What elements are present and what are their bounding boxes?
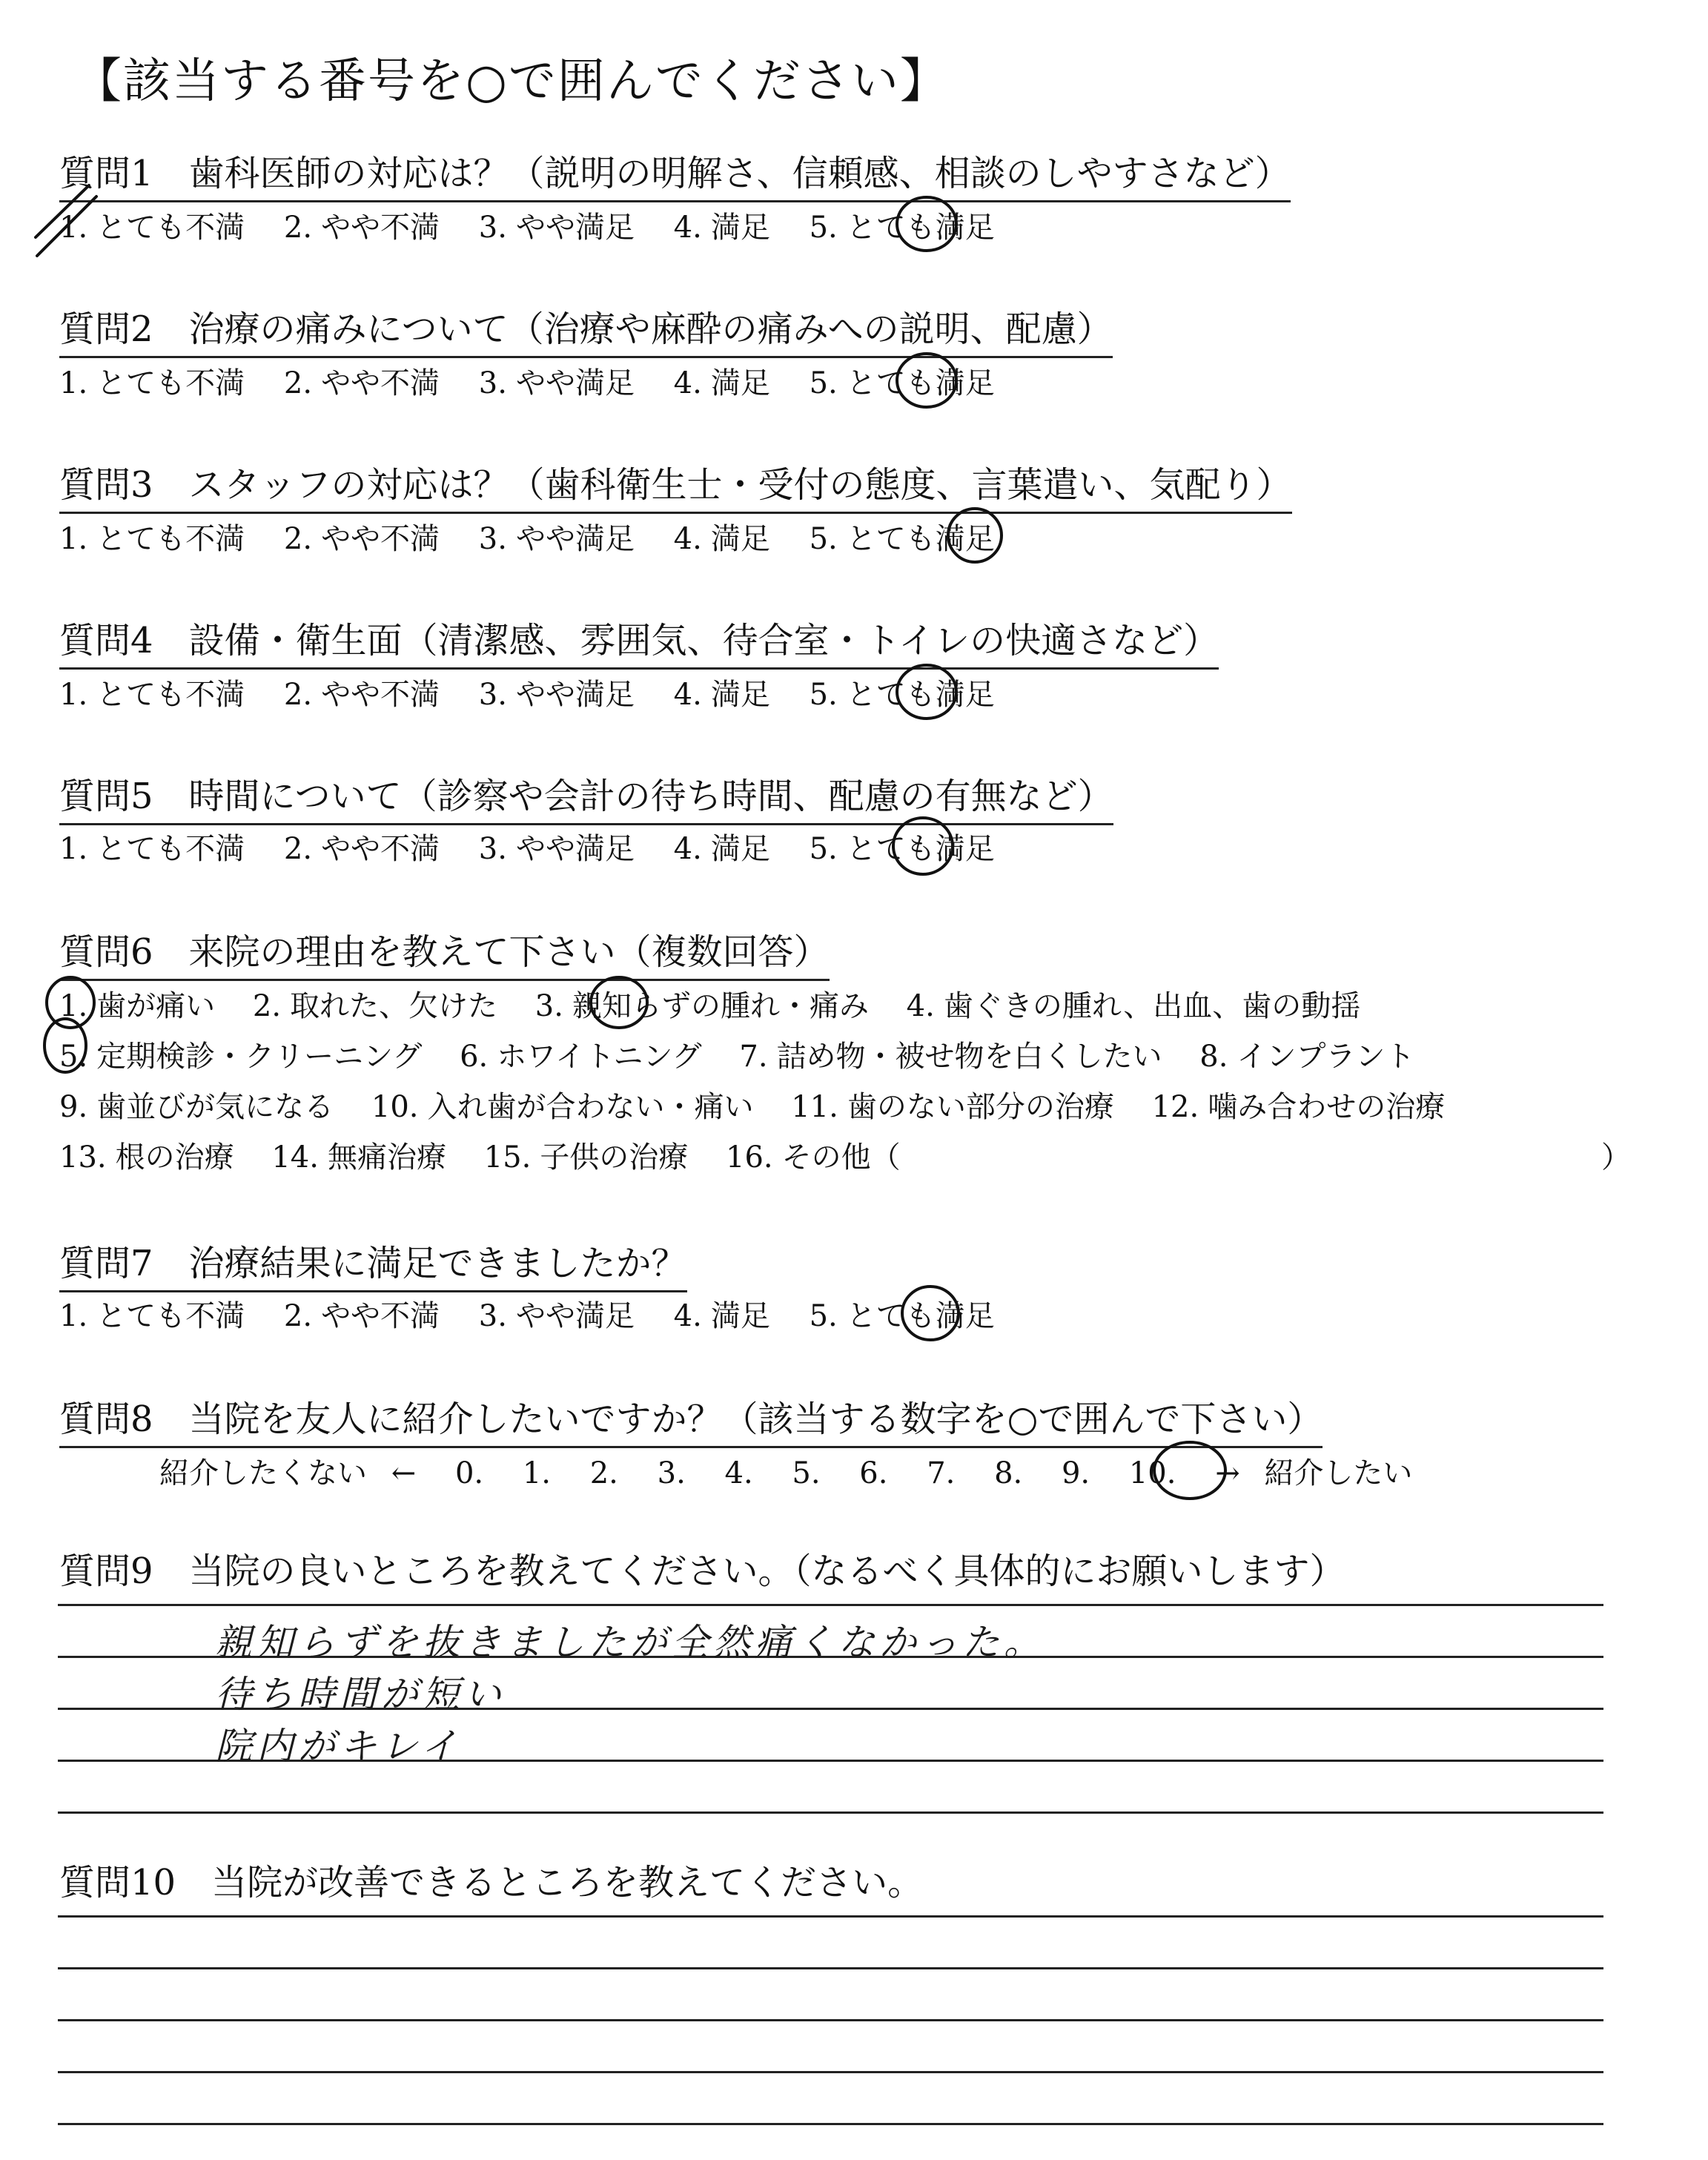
question-10: 質問10 当院が改善できるところを教えてください。 [59,1862,924,1903]
q7-option-1[interactable]: 1. とても不満 [59,1299,245,1333]
q9-answer-3[interactable]: 院内がキレイ [215,1725,462,1768]
q5-option-1[interactable]: 1. とても不満 [59,832,245,866]
q4-option-2[interactable]: 2. やや不満 [283,678,440,712]
question-7: 質問7 治療結果に満足できましたか？ [59,1235,687,1292]
q6-option-12[interactable]: 12. 噛み合わせの治療 [1151,1090,1446,1124]
q5-option-3[interactable]: 3. やや満足 [478,832,635,866]
q6-option-13[interactable]: 13. 根の治療 [59,1140,234,1175]
q8-score-10[interactable]: 10. [1128,1456,1176,1490]
q8-score-3[interactable]: 3. [657,1456,686,1490]
q2-option-3[interactable]: 3. やや満足 [478,366,635,400]
q8-right-label: 紹介したい [1264,1456,1413,1490]
q7-option-5[interactable]: 5. とても満足 [809,1299,995,1333]
question-3: 質問3 スタッフの対応は？（歯科衛生士・受付の態度、言葉遣い、気配り） [59,456,1292,514]
q3-option-5[interactable]: 5. とても満足 [809,522,995,556]
q5-option-2[interactable]: 2. やや不満 [283,832,440,866]
q6-option-5[interactable]: 5. 定期検診・クリーニング [59,1040,423,1074]
q3-mark-5 [948,509,1002,562]
q6-option-2[interactable]: 2. 取れた、欠けた [252,989,498,1023]
q4-option-4[interactable]: 4. 満足 [673,678,770,712]
q8-score-2[interactable]: 2. [589,1456,618,1490]
q1-option-1[interactable]: 1. とても不満 [59,211,245,245]
q8-score-6[interactable]: 6. [859,1456,888,1490]
q8-score-9[interactable]: 9. [1061,1456,1090,1490]
left-arrow-icon: ← [391,1456,417,1490]
q6-option-6[interactable]: 6. ホワイトニング [460,1040,702,1074]
q2-option-2[interactable]: 2. やや不満 [283,366,440,400]
q1-mark-5 [897,197,956,251]
question-6: 質問6 来院の理由を教えて下さい（複数回答） [59,923,830,981]
q4-option-5[interactable]: 5. とても満足 [809,678,995,712]
q6-option-7[interactable]: 7. 詰め物・被せ物を白くしたい [739,1040,1162,1074]
q4-option-1[interactable]: 1. とても不満 [59,678,245,712]
q2-option-4[interactable]: 4. 満足 [673,366,770,400]
q6-option-4[interactable]: 4. 歯ぐきの腫れ、出血、歯の動揺 [906,989,1361,1023]
q3-option-3[interactable]: 3. やや満足 [478,522,635,556]
q4-option-3[interactable]: 3. やや満足 [478,678,635,712]
q2-option-1[interactable]: 1. とても不満 [59,366,245,400]
question-2: 質問2 治療の痛みについて（治療や麻酔の痛みへの説明、配慮） [59,300,1113,358]
q5-option-4[interactable]: 4. 満足 [673,832,770,866]
q6-option-10[interactable]: 10. 入れ歯が合わない・痛い [371,1090,754,1124]
q1-option-2[interactable]: 2. やや不満 [283,211,440,245]
q8-score-0[interactable]: 0. [454,1456,484,1490]
q5-mark-5 [893,818,953,874]
q8-mark-10 [1154,1442,1225,1499]
q8-left-label: 紹介したくない [159,1456,367,1490]
q6-option-11[interactable]: 11. 歯のない部分の治療 [791,1090,1114,1124]
q1-option-3[interactable]: 3. やや満足 [478,211,635,245]
q5-option-5[interactable]: 5. とても満足 [809,832,995,866]
q4-mark-5 [897,665,956,719]
q8-score-5[interactable]: 5. [792,1456,821,1490]
q7-mark-5 [902,1287,959,1340]
q6-other-close-paren: ） [1601,1140,1631,1175]
q3-option-4[interactable]: 4. 満足 [673,522,770,556]
q6-mark-3 [591,977,647,1028]
q6-option-15[interactable]: 15. 子供の治療 [483,1140,689,1175]
q9-answer-2[interactable]: 待ち時間が短い [215,1673,506,1716]
q8-score-1[interactable]: 1. [522,1456,552,1490]
q6-option-3[interactable]: 3. 親知らずの腫れ・痛み [534,989,869,1023]
q3-option-1[interactable]: 1. とても不満 [59,522,245,556]
question-1: 質問1 歯科医師の対応は？（説明の明解さ、信頼感、相談のしやすさなど） [59,145,1291,202]
q1-mark-cross [36,185,96,256]
q6-option-1[interactable]: 1. 歯が痛い [59,989,216,1023]
q8-score-8[interactable]: 8. [994,1456,1023,1490]
q8-score-4[interactable]: 4. [724,1456,753,1490]
question-4: 質問4 設備・衛生面（清潔感、雰囲気、待合室・トイレの快適さなど） [59,612,1219,670]
q7-option-3[interactable]: 3. やや満足 [478,1299,635,1333]
q6-option-8[interactable]: 8. インプラント [1199,1040,1415,1074]
q7-option-4[interactable]: 4. 満足 [673,1299,770,1333]
page-title: 【該当する番号を○で囲んでください】 [74,54,949,109]
q6-option-16[interactable]: 16. その他（ [726,1140,901,1175]
q8-score-7[interactable]: 7. [927,1456,956,1490]
q9-answer-1[interactable]: 親知らずを抜きましたが全然痛くなかった。 [215,1621,1045,1664]
q2-mark-5 [897,354,956,407]
question-9: 質問9 当院の良いところを教えてください。（なるべく具体的にお願いします） [59,1550,1345,1592]
q1-option-4[interactable]: 4. 満足 [673,211,770,245]
right-arrow-icon: → [1215,1456,1240,1490]
q6-option-9[interactable]: 9. 歯並びが気になる [59,1090,334,1124]
q2-option-5[interactable]: 5. とても満足 [809,366,995,400]
q3-option-2[interactable]: 2. やや不満 [283,522,440,556]
q1-option-5[interactable]: 5. とても満足 [809,211,995,245]
q6-option-14[interactable]: 14. 無痛治療 [271,1140,446,1175]
q7-option-2[interactable]: 2. やや不満 [283,1299,440,1333]
question-5: 質問5 時間について（診察や会計の待ち時間、配慮の有無など） [59,767,1113,825]
question-8: 質問8 当院を友人に紹介したいですか？（該当する数字を○で囲んで下さい） [59,1390,1323,1448]
